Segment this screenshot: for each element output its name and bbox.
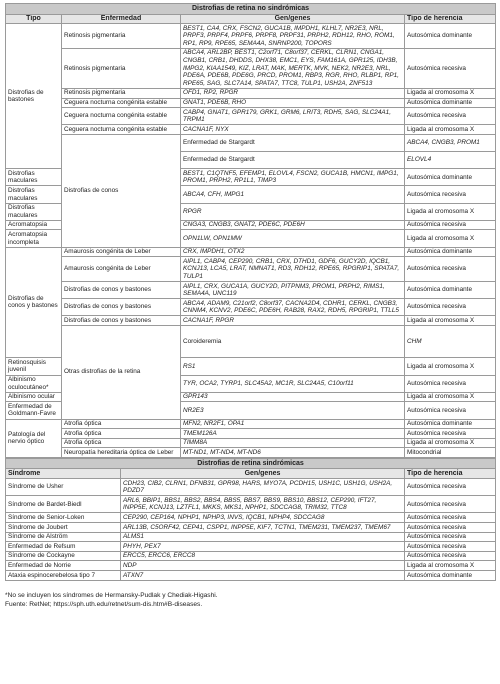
disease-type: Distrofias de conos	[62, 134, 181, 247]
table-row	[6, 98, 496, 108]
table-row	[6, 48, 496, 88]
header-tipo: Tipo	[6, 14, 62, 24]
disease-type: Distrofias de conos y bastones	[6, 247, 62, 358]
disease-name: Acromatopsia incompleta	[6, 230, 62, 247]
inheritance: Autosómica recesiva	[405, 186, 496, 203]
disease-name: Retinosquisis juvenil	[6, 358, 62, 375]
gene-list: MFN2, NR2F1, OPA1	[181, 419, 405, 429]
gene-list: ABCA4, CNGB3, PROM1	[405, 134, 496, 151]
gene-list: CRX, IMPDH1, OTX2	[181, 247, 405, 257]
disease-name: Neuropatía hereditaria óptica de Leber	[62, 448, 181, 458]
inheritance: Autosómica recesiva	[405, 479, 496, 496]
syndrome-name: Síndrome de Cockayne	[6, 551, 121, 561]
table-row	[6, 542, 496, 552]
disease-name: Albinismo ocular	[6, 392, 62, 402]
table-row	[6, 134, 496, 151]
gene-list: NDP	[121, 561, 405, 571]
syndrome-name: Síndrome de Alström	[6, 532, 121, 542]
disease-type: Otras distrofias de la retina	[62, 325, 181, 419]
gene-list: BEST1, C1QTNF5, EFEMP1, ELOVL4, FSCN2, GUCA1B, HMCN1, IMPG1, PROM1, PRPH2, RP1L1, TIMP3	[181, 169, 405, 186]
gene-list: TIMM8A	[181, 438, 405, 448]
inheritance: Ligada al cromosoma X	[405, 230, 496, 247]
table-row	[6, 513, 496, 523]
table-row	[6, 571, 496, 581]
table-row	[6, 532, 496, 542]
gene-list: CABP4, GNAT1, GPR179, GRK1, GRM6, LRIT3, RDH5, SAG, SLC24A1, TRPM1	[181, 108, 405, 125]
table-row	[6, 299, 496, 316]
disease-name: Albinismo oculocutáneo*	[6, 375, 62, 392]
header-genes: Gen/genes	[181, 14, 405, 24]
gene-list: TMEM126A	[181, 429, 405, 439]
gene-list: PHYH, PEX7	[121, 542, 405, 552]
inheritance: Autosómica recesiva	[405, 299, 496, 316]
syndrome-name: Síndrome de Joubert	[6, 523, 121, 533]
gene-list: MT-ND1, MT-ND4, MT-ND6	[181, 448, 405, 458]
table-body	[6, 24, 496, 458]
inheritance: Ligada al cromosoma X	[405, 88, 496, 98]
inheritance: Autosómica recesiva	[405, 257, 496, 282]
disease-name: Atrofia óptica	[62, 419, 181, 429]
inheritance: Autosómica recesiva	[405, 220, 496, 230]
inheritance: Autosómica recesiva	[405, 375, 496, 392]
inheritance: Ligada al cromosoma X	[405, 392, 496, 402]
gene-list: AIPL1, CABP4, CEP290, CRB1, CRX, DTHD1, GDF6, GUCY2D, IQCB1, KCNJ13, LCA5, LRAT, NMNAT1, RD3, RDH12, RPE65, RPGRIP1, SPATA7, TULP1	[181, 257, 405, 282]
syndrome-name: Síndrome de Bardet-Biedl	[6, 496, 121, 513]
disease-name: Retinosis pigmentaria	[62, 24, 181, 49]
page	[5, 3, 495, 610]
inheritance: Autosómica recesiva	[405, 513, 496, 523]
disease-name: Enfermedad de Stargardt	[181, 134, 405, 151]
gene-list: ABCA4, CFH, IMPG1	[181, 186, 405, 203]
disease-name: Distrofias maculares	[6, 203, 62, 220]
disease-name: Acromatopsia	[6, 220, 62, 230]
table-row	[6, 419, 496, 429]
inheritance: Autosómica dominante	[405, 247, 496, 257]
gene-list: ERCC5, ERCC6, ERCC8	[121, 551, 405, 561]
disease-name: Distrofias maculares	[6, 169, 62, 186]
gene-list: ARL13B, C5ORF42, CEP41, CSPP1, INPP5E, KIF7, TCTN1, TMEM231, TMEM237, TMEM67	[121, 523, 405, 533]
table-title: Distrofias de retina sindrómicas	[6, 458, 496, 469]
gene-list: CACNA1F, RPGR	[181, 316, 405, 326]
table-row	[6, 282, 496, 299]
inheritance: Ligada al cromosoma X	[405, 316, 496, 326]
table-row	[6, 88, 496, 98]
disease-name: Distrofias de conos y bastones	[62, 299, 181, 316]
table-row	[6, 561, 496, 571]
inheritance: Mitocondrial	[405, 448, 496, 458]
inheritance: Autosómica recesiva	[405, 48, 496, 88]
table-row	[6, 108, 496, 125]
table-row	[6, 247, 496, 257]
syndrome-name: Síndrome de Senior-Loken	[6, 513, 121, 523]
inheritance: Autosómica dominante	[405, 282, 496, 299]
table-row	[6, 523, 496, 533]
disease-name: Atrofia óptica	[62, 438, 181, 448]
header-herencia: Tipo de herencia	[405, 14, 496, 24]
header-herencia: Tipo de herencia	[405, 469, 496, 479]
inheritance: Ligada al cromosoma X	[405, 125, 496, 135]
disease-name: Retinosis pigmentaria	[62, 48, 181, 88]
gene-list: RPGR	[181, 203, 405, 220]
table-row	[6, 496, 496, 513]
gene-list: ALMS1	[121, 532, 405, 542]
disease-name: Distrofias de conos y bastones	[62, 316, 181, 326]
syndrome-name: Síndrome de Usher	[6, 479, 121, 496]
gene-list: ABCA4, ADAM9, C21orf2, C8orf37, CACNA2D4, CDHR1, CERKL, CNGB3, CNNM4, KCNV2, PDE6C, PDE6H, RAB28, RAX2, RDH5, RPGRIP1, TTLL5	[181, 299, 405, 316]
inheritance: Autosómica recesiva	[405, 402, 496, 419]
gene-list: CNGA3, CNGB3, GNAT2, PDE6C, PDE6H	[181, 220, 405, 230]
gene-list: ATXN7	[121, 571, 405, 581]
gene-list: GNAT1, PDE6B, RHO	[181, 98, 405, 108]
disease-name: Ceguera nocturna congénita estable	[62, 125, 181, 135]
gene-list: OFD1, RP2, RPGR	[181, 88, 405, 98]
disease-name: Ceguera nocturna congénita estable	[62, 108, 181, 125]
inheritance: Ligada al cromosoma X	[405, 561, 496, 571]
inheritance: Ligada al cromosoma X	[405, 203, 496, 220]
disease-name: Distrofias de conos y bastones	[62, 282, 181, 299]
disease-name: Atrofia óptica	[62, 429, 181, 439]
header-sindrome: Síndrome	[6, 469, 121, 479]
inheritance: Autosómica recesiva	[405, 108, 496, 125]
gene-list: BEST1, CA4, CRX, FSCN2, GUCA1B, IMPDH1, KLHL7, NR2E3, NRL, PRPF3, PRPF4, PRPF6, PRPF8, PRPF31, PRPH2, RDH12, RHO, ROM1, RP1, RP9, RPE65, SEMA4A, SNRNP200, TOPORS	[181, 24, 405, 49]
inheritance: Autosómica dominante	[405, 571, 496, 581]
inheritance: Autosómica dominante	[405, 24, 496, 49]
inheritance: Autosómica recesiva	[405, 542, 496, 552]
inheritance: Autosómica recesiva	[405, 429, 496, 439]
table-row	[6, 448, 496, 458]
gene-list: GPR143	[181, 392, 405, 402]
disease-name: Amaurosis congénita de Leber	[62, 247, 181, 257]
table-row	[6, 551, 496, 561]
table-row	[6, 257, 496, 282]
gene-list: OPN1LW, OPN1MW	[181, 230, 405, 247]
table-row	[6, 325, 496, 357]
table-row	[6, 316, 496, 326]
table-row	[6, 125, 496, 135]
inheritance: Autosómica dominante	[405, 98, 496, 108]
inheritance: Autosómica recesiva	[405, 551, 496, 561]
disease-name: Amaurosis congénita de Leber	[62, 257, 181, 282]
disease-name: Retinosis pigmentaria	[62, 88, 181, 98]
inheritance: Autosómica dominante	[405, 169, 496, 186]
inheritance: Autosómica recesiva	[405, 532, 496, 542]
inheritance: Ligada al cromosoma X	[405, 438, 496, 448]
source-note: Fuente: RetNet; https://sph.uth.edu/retnet/sum-dis.htm#B-diseases.	[5, 601, 203, 609]
inheritance: Autosómica dominante	[405, 419, 496, 429]
gene-list: CDH23, CIB2, CLRN1, DFNB31, GPR98, HARS, MYO7A, PCDH15, USH1C, USH1G, USH2A, PDZD7	[121, 479, 405, 496]
inheritance: Autosómica recesiva	[405, 523, 496, 533]
gene-list: AIPL1, CRX, GUCA1A, GUCY2D, PITPNM3, PROM1, PRPH2, RIMS1, SEMA4A, UNC119	[181, 282, 405, 299]
syndromic-table	[5, 458, 496, 581]
gene-list: ABCA4, ARL2BP, BEST1, C2orf71, C8orf37, CERKL, CLRN1, CNGA1, CNGB1, CRB1, DHDDS, DHX38, EMC1, EYS, FAM161A, GPR125, IDH3B, IMPG2, KIAA1549, KIZ, LRAT, MAK, MERTK, MVK, NEK2, NR2E3, NRL, PDE6A, PDE6B, PDE6G, PRCD, PROM1, RBP3, RGR, RHO, RLBP1, RP1, RPE65, SAG, SLC7A14, SPATA7, TTC8, TULP1, USH2A, ZNF513	[181, 48, 405, 88]
syndrome-name: Enfermedad de Norrie	[6, 561, 121, 571]
syndrome-name: Enfermedad de Refsum	[6, 542, 121, 552]
disease-type: Distrofias de bastones	[6, 24, 62, 169]
footnotes	[5, 591, 495, 610]
gene-list: CHM	[405, 325, 496, 357]
header-genes: Gen/genes	[121, 469, 405, 479]
gene-list: CEP290, CEP164, NPHP1, NPHP3, INVS, IQCB1, NPHP4, SDCCAG8	[121, 513, 405, 523]
disease-type: Patología del nervio óptico	[6, 419, 62, 457]
inheritance: Ligada al cromosoma X	[405, 358, 496, 375]
gene-list: ARL6, BBIP1, BBS1, BBS2, BBS4, BBS5, BBS7, BBS9, BBS10, BBS12, CEP290, IFT27, INPP5E, KCNJ13, LZTFL1, MKKS, MKS1, NPHP1, SDCCAG8, TRIM32, TTC8	[121, 496, 405, 513]
gene-list: ELOVL4	[405, 152, 496, 169]
disease-name: Distrofias maculares	[6, 186, 62, 203]
table-row	[6, 24, 496, 49]
non-syndromic-table	[5, 3, 496, 458]
footnote: *No se incluyen los síndromes de Hermansky-Pudlak y Chediak-Higashi.	[5, 591, 218, 599]
disease-name: Ceguera nocturna congénita estable	[62, 98, 181, 108]
disease-name: Enfermedad de Stargardt	[181, 152, 405, 169]
inheritance: Autosómica recesiva	[405, 496, 496, 513]
table-title: Distrofias de retina no sindrómicas	[6, 4, 496, 15]
disease-name: Enfermedad de Goldmann-Favre	[6, 402, 62, 419]
gene-list: NR2E3	[181, 402, 405, 419]
header-enfermedad: Enfermedad	[62, 14, 181, 24]
table-row	[6, 479, 496, 496]
table-row	[6, 438, 496, 448]
table-body	[6, 479, 496, 581]
table-row	[6, 429, 496, 439]
syndrome-name: Ataxia espinocerebelosa tipo 7	[6, 571, 121, 581]
gene-list: TYR, OCA2, TYRP1, SLC45A2, MC1R, SLC24A5, C10orf11	[181, 375, 405, 392]
gene-list: RS1	[181, 358, 405, 375]
gene-list: CACNA1F, NYX	[181, 125, 405, 135]
disease-name: Coroideremia	[181, 325, 405, 357]
